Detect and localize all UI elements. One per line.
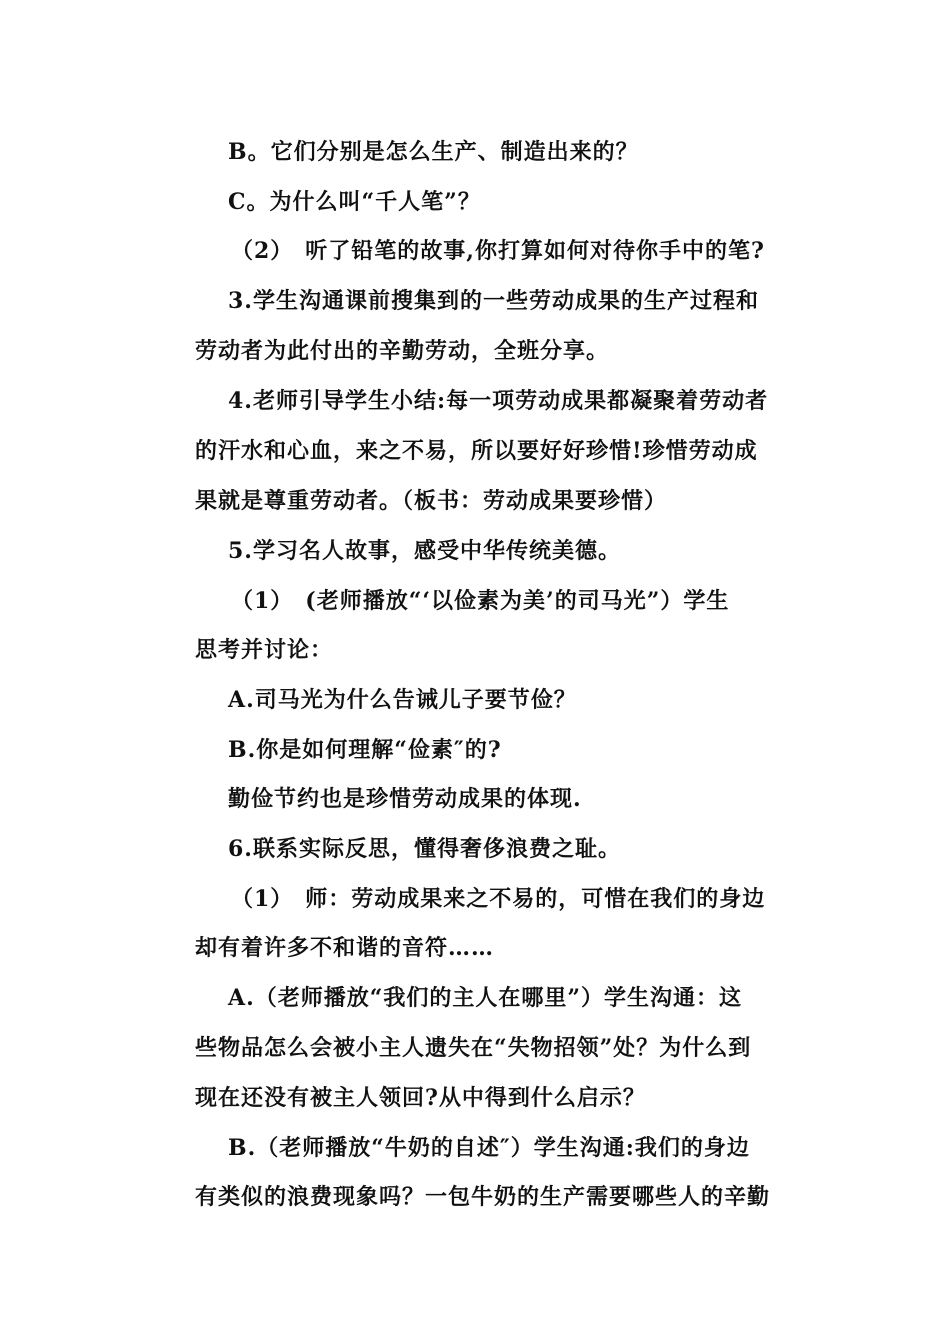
text-line: C。为什么叫“千人笔”？ (228, 189, 481, 215)
text-line: 果就是尊重劳动者。（板书：劳动成果要珍惜） (195, 488, 668, 514)
text-line: 3.学生沟通课前搜集到的一些劳动成果的生产过程和 (228, 288, 759, 314)
text-line: B.（老师播放“牛奶的自述″）学生沟通:我们的身边 (228, 1135, 750, 1161)
text-line: 劳动者为此付出的辛勤劳动，全班分享。 (195, 338, 610, 364)
text-line: 些物品怎么会被小主人遗失在“失物招领”处？为什么到 (195, 1035, 752, 1061)
text-line: （2） 听了铅笔的故事,你打算如何对待你手中的笔? (231, 238, 765, 264)
text-line: A.司马光为什么告诫儿子要节俭？ (228, 687, 577, 713)
text-line: （1） (老师播放“‘以俭素为美’的司马光”）学生 (231, 588, 730, 614)
text-line: 6.联系实际反思，懂得奢侈浪费之耻。 (228, 836, 621, 862)
text-line: B。它们分别是怎么生产、制造出来的？ (228, 139, 639, 165)
text-line: 的汗水和心血，来之不易，所以要好好珍惜!珍惜劳动成 (195, 438, 758, 464)
text-line: A.（老师播放“我们的主人在哪里”）学生沟通：这 (228, 985, 743, 1011)
text-line: 现在还没有被主人领回?从中得到什么启示？ (195, 1085, 646, 1111)
text-line: 却有着许多不和谐的音符…… (195, 935, 495, 961)
text-line: 有类似的浪费现象吗？一包牛奶的生产需要哪些人的辛勤 (195, 1184, 771, 1210)
text-line: 5.学习名人故事，感受中华传统美德。 (228, 538, 621, 564)
text-line: B.你是如何理解“俭素″的? (228, 737, 502, 763)
text-line: （1） 师：劳动成果来之不易的，可惜在我们的身边 (231, 886, 766, 912)
text-line: 勤俭节约也是珍惜劳动成果的体现. (228, 786, 582, 812)
text-line: 4.老师引导学生小结:每一项劳动成果都凝聚着劳动者 (228, 388, 769, 414)
text-line: 思考并讨论： (195, 637, 334, 663)
